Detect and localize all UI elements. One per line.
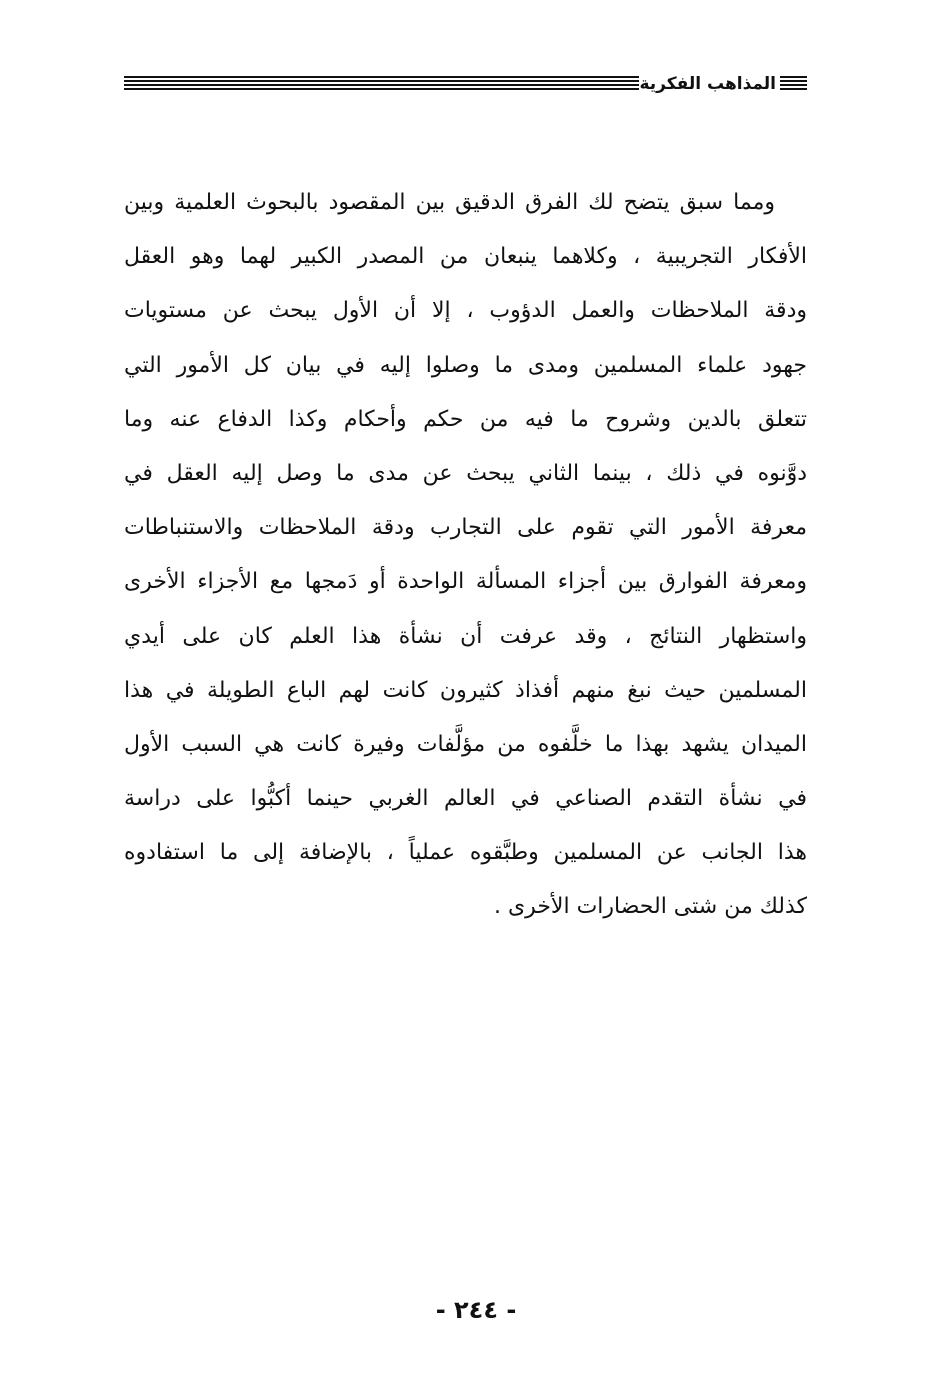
text-line-7: معرفة الأمور التي تقوم على التجارب ودقة الملاحظات والاستنباطات <box>124 515 807 541</box>
text-line-8: ومعرفة الفوارق بين أجزاء المسألة الواحدة أو دَمجها مع الأجزاء الأخرى <box>124 569 807 595</box>
text-line-13: هذا الجانب عن المسلمين وطبَّقوه عملياً ، بالإضافة إلى ما استفادوه <box>124 840 807 866</box>
header-rule-lines <box>124 76 639 92</box>
body-paragraph <box>124 179 807 938</box>
text-line-11: الميدان يشهد بهذا ما خلَّفوه من مؤلَّفات وفيرة كانت هي السبب الأول <box>124 731 807 757</box>
text-line-9: واستظهار النتائج ، وقد عرفت أن نشأة هذا العلم كان على أيدي <box>124 623 807 649</box>
text-line-2: الأفكار التجريبية ، وكلاهما ينبعان من المصدر الكبير لهما وهو العقل <box>124 244 807 270</box>
text-line-5: تتعلق بالدين وشروح ما فيه من حكم وأحكام وكذا الدفاع عنه وما <box>124 406 807 432</box>
text-line-1: ومما سبق يتضح لك الفرق الدقيق بين المقصود بالبحوث العلمية وبين <box>124 190 775 215</box>
page-number: - ٢٤٤ - <box>435 1296 517 1324</box>
text-line-12: في نشأة التقدم الصناعي في العالم الغربي حينما أكبُّوا على دراسة <box>124 786 807 812</box>
header-rule-mark <box>780 76 807 92</box>
text-line-10: المسلمين حيث نبغ منهم أفذاذ كثيرون كانت لهم الباع الطويلة في هذا <box>124 677 807 703</box>
text-line-6: دوَّنوه في ذلك ، بينما الثاني يبحث عن مدى ما وصل إليه العقل في <box>124 460 807 486</box>
running-header <box>124 70 807 98</box>
text-line-14: كذلك من شتى الحضارات الأخرى . <box>493 894 807 920</box>
text-line-4: جهود علماء المسلمين ومدى ما وصلوا إليه في بيان كل الأمور التي <box>124 352 807 378</box>
running-title: المذاهب الفكرية <box>639 74 776 94</box>
text-line-3: ودقة الملاحظات والعمل الدؤوب ، إلا أن الأول يبحث عن مستويات <box>124 298 807 324</box>
